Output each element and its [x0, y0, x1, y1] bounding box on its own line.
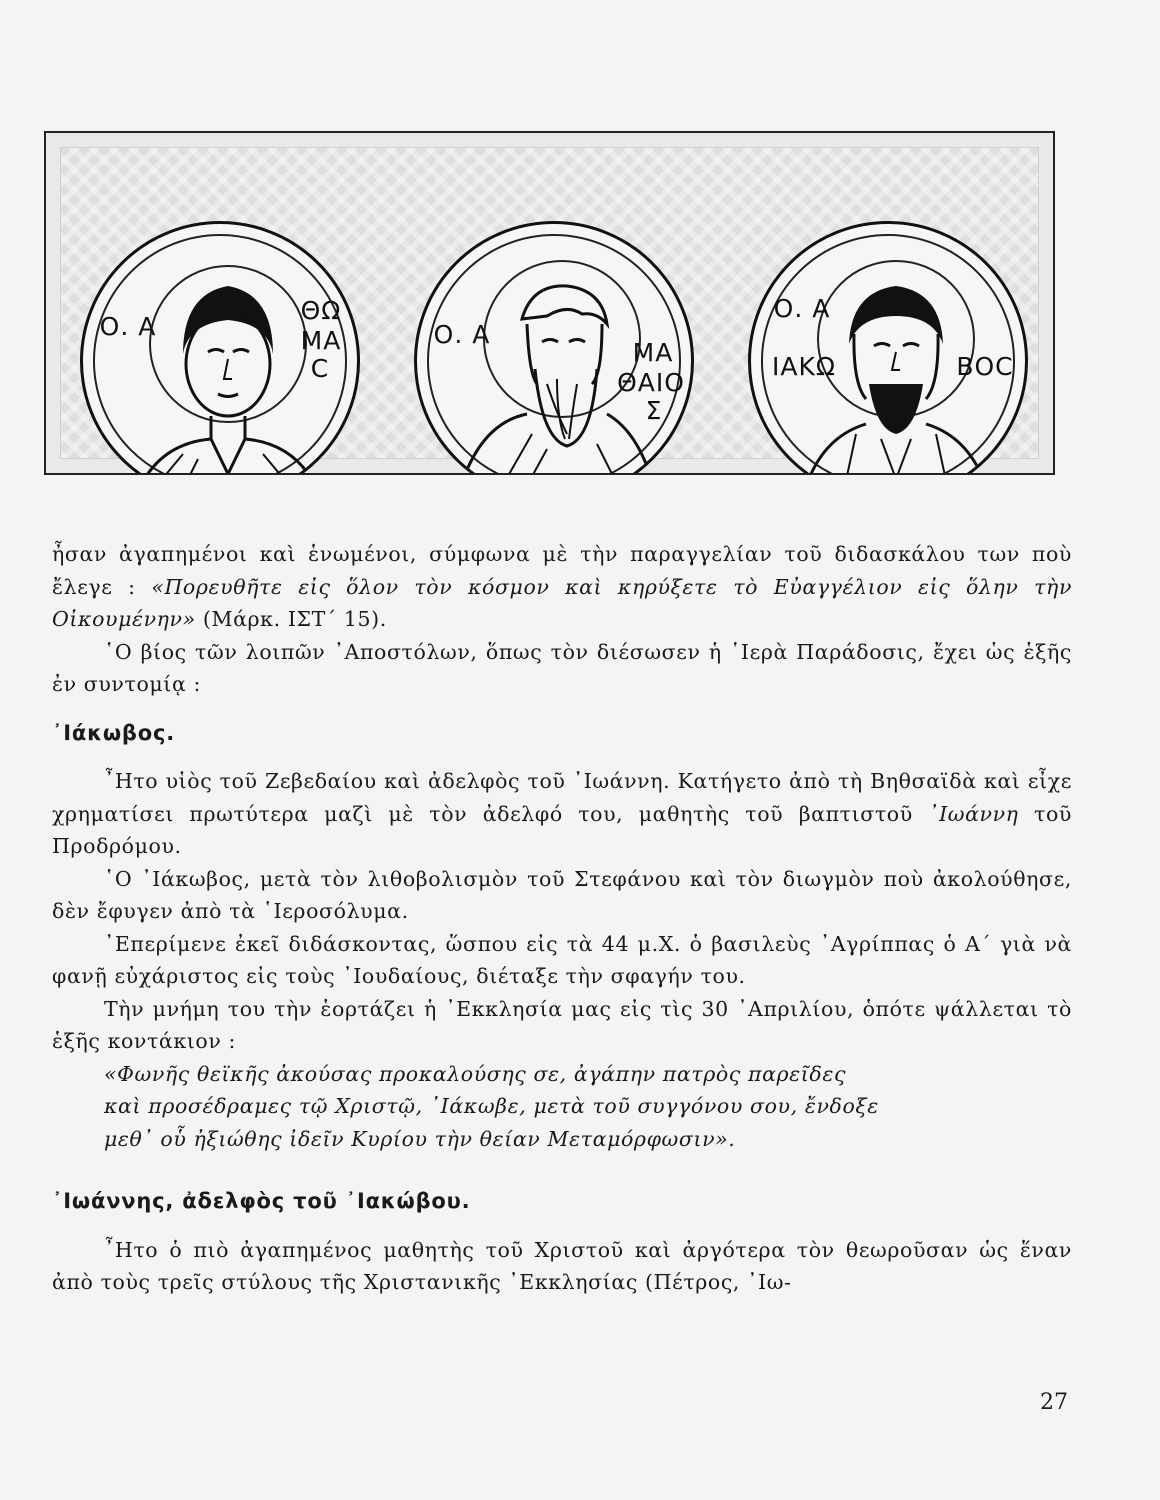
iakovos-paragraph-4: Τὴν μνήμη του τὴν ἑορτάζει ἡ ᾿Εκκλησία μας εἰς τὶς 30 ᾿Απριλίου, ὁπότε ψάλλεται τὸ ἑξῆς κοντάκιον : [52, 996, 1072, 1053]
tradition-paragraph: ῾Ο βίος τῶν λοιπῶν ᾿Αποστόλων, ὅπως τὸν διέσωσεν ἡ ῾Ιερὰ Παράδοσις, ἔχει ὡς ἑξῆς ἐν συντομίᾳ : [52, 639, 1072, 696]
matthew-prefix-label: Ο. Α [433, 320, 491, 349]
medallion-james [748, 221, 1028, 475]
matthew-name-top: ΜΑ [632, 338, 674, 367]
medallion-matthew [414, 221, 694, 475]
medallion-thomas [80, 221, 360, 475]
james-portrait-icon [751, 224, 1028, 475]
kontakion-line-2: καὶ προσέδραμες τῷ Χριστῷ, ᾿Ιάκωβε, μετὰ τοῦ συγγόνου σου, ἔνδοξε [104, 1094, 879, 1118]
thomas-name-bot: C [310, 354, 330, 383]
james-name-top: ΙΑΚΩ [772, 352, 836, 381]
intro-text: ἦσαν ἀγαπημένοι καὶ ἑνωμένοι, σύμφωνα μὲ τὴν παραγγελίαν τοῦ διδασκάλου των ποὺ ἔλεγε : [52, 542, 1072, 599]
heading-iakovos: ᾿Ιάκωβος. [52, 720, 175, 745]
heading-ioannis: ᾿Ιωάννης, ἀδελφὸς τοῦ ᾿Ιακώβου. [52, 1189, 471, 1213]
thomas-name-top: ΘΩ [300, 296, 342, 325]
intro-quote: «Πορευθῆτε εἰς ὅλον τὸν κόσμον καὶ κηρύξετε τὸ Εὐαγγέλιον εἰς ὅλην τὴν Οἰκουμένην» [52, 574, 1073, 631]
intro-citation: (Μάρκ. ΙΣΤ΄ 15). [202, 607, 387, 631]
iakovos-paragraph-1 [52, 765, 1072, 863]
thomas-prefix-label: Ο. Α [99, 312, 157, 341]
ioannis-paragraph-1: ῏Ητο ὁ πιὸ ἀγαπημένος μαθητὴς τοῦ Χριστοῦ καὶ ἀργότερα τὸν θεωροῦσαν ὡς ἕναν ἀπὸ τοὺς τρεῖς στύλους τῆς Χριστανικῆς ᾿Εκκλησίας (Πέτρος, ᾿Ιω- [52, 1237, 1072, 1294]
thomas-name-mid: ΜΑ [300, 326, 342, 355]
intro-paragraph [52, 538, 1072, 636]
kontakion-line-3: μεθ᾿ οὗ ἠξιώθης ἰδεῖν Κυρίου τὴν θείαν Μεταμόρφωσιν». [104, 1126, 736, 1151]
iakovos-paragraph-2: ῾Ο ᾿Ιάκωβος, μετὰ τὸν λιθοβολισμὸν τοῦ Στεφάνου καὶ τὸν διωγμὸν ποὺ ἀκολούθησε, δὲν ἔφυγεν ἀπὸ τὰ ῾Ιεροσόλυμα. [52, 866, 1072, 923]
matthew-name-bot: Σ [645, 396, 663, 425]
iakovos-p1-end: τοῦ Προδρόμου. [52, 801, 1072, 858]
iakovos-p1-name: ᾿Ιωάννη [928, 801, 1019, 826]
kontakion-line-1: «Φωνῆς θεϊκῆς ἀκούσας προκαλούσης σε, ἀγάπην πατρὸς παρεῖδες [104, 1061, 847, 1086]
iakovos-p1-text: ῏Ητο υἱὸς τοῦ Ζεβεδαίου καὶ ἀδελφὸς τοῦ ᾿Ιωάννη. Κατήγετο ἀπὸ τὴ Βηθσαϊδὰ καὶ εἶχε χρηματίσει πρωτύτερα μαζὶ μὲ τὸν ἀδελφό του, μαθητὴς τοῦ βαπτιστοῦ [52, 769, 1072, 826]
icon-banner [44, 131, 1055, 475]
page-number: 27 [1040, 1390, 1068, 1415]
james-name-mid: ΒΟC [956, 352, 1014, 381]
iakovos-paragraph-3: ᾿Επερίμενε ἐκεῖ διδάσκοντας, ὥσπου εἰς τὰ 44 μ.Χ. ὁ βασιλεὺς ᾿Αγρίππας ὁ Α΄ γιὰ νὰ φανῇ εὐχάριστος εἰς τοὺς ᾿Ιουδαίους, διέταξε τὴν σφαγήν του. [52, 931, 1072, 988]
james-prefix-label: Ο. Α [773, 294, 831, 323]
page-body [52, 538, 1072, 1299]
matthew-name-mid: ΘΑΙΟ [617, 368, 685, 397]
